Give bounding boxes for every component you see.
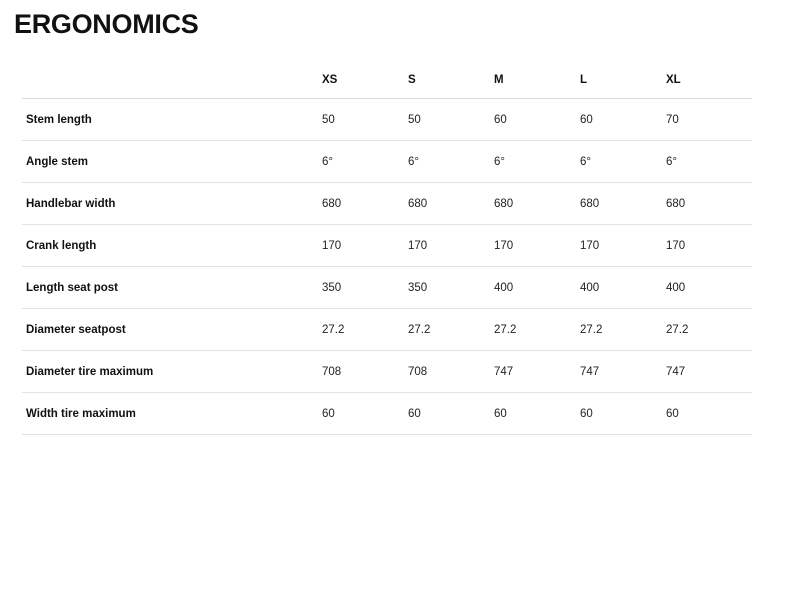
cell-value: 680 xyxy=(494,183,580,225)
column-header-spec xyxy=(22,74,322,99)
column-header-xl: XL xyxy=(666,74,752,99)
cell-value: 27.2 xyxy=(580,309,666,351)
cell-value: 6° xyxy=(580,141,666,183)
cell-value: 400 xyxy=(580,267,666,309)
cell-value: 60 xyxy=(666,393,752,435)
cell-value: 6° xyxy=(666,141,752,183)
table-row xyxy=(22,183,752,225)
cell-value: 60 xyxy=(494,393,580,435)
cell-value: 400 xyxy=(666,267,752,309)
row-label: Diameter tire maximum xyxy=(22,351,322,393)
column-header-m: M xyxy=(494,74,580,99)
cell-value: 680 xyxy=(322,183,408,225)
cell-value: 60 xyxy=(580,99,666,141)
cell-value: 170 xyxy=(666,225,752,267)
cell-value: 60 xyxy=(580,393,666,435)
row-label: Diameter seatpost xyxy=(22,309,322,351)
table-row xyxy=(22,141,752,183)
cell-value: 708 xyxy=(322,351,408,393)
cell-value: 400 xyxy=(494,267,580,309)
row-label: Handlebar width xyxy=(22,183,322,225)
table-header-row xyxy=(22,74,752,99)
cell-value: 747 xyxy=(494,351,580,393)
row-label: Width tire maximum xyxy=(22,393,322,435)
column-header-l: L xyxy=(580,74,666,99)
ergonomics-table-container xyxy=(22,74,778,435)
row-label: Angle stem xyxy=(22,141,322,183)
cell-value: 6° xyxy=(408,141,494,183)
table-body xyxy=(22,99,752,435)
cell-value: 350 xyxy=(322,267,408,309)
column-header-xs: XS xyxy=(322,74,408,99)
cell-value: 747 xyxy=(666,351,752,393)
cell-value: 680 xyxy=(666,183,752,225)
page-title: ERGONOMICS xyxy=(14,9,199,39)
row-label: Stem length xyxy=(22,99,322,141)
ergonomics-spec-table xyxy=(22,74,752,435)
cell-value: 680 xyxy=(408,183,494,225)
cell-value: 27.2 xyxy=(322,309,408,351)
cell-value: 6° xyxy=(322,141,408,183)
cell-value: 747 xyxy=(580,351,666,393)
row-label: Length seat post xyxy=(22,267,322,309)
cell-value: 350 xyxy=(408,267,494,309)
cell-value: 70 xyxy=(666,99,752,141)
cell-value: 6° xyxy=(494,141,580,183)
cell-value: 27.2 xyxy=(666,309,752,351)
table-row xyxy=(22,225,752,267)
cell-value: 708 xyxy=(408,351,494,393)
cell-value: 60 xyxy=(322,393,408,435)
cell-value: 50 xyxy=(322,99,408,141)
table-row xyxy=(22,393,752,435)
row-label: Crank length xyxy=(22,225,322,267)
cell-value: 50 xyxy=(408,99,494,141)
cell-value: 170 xyxy=(408,225,494,267)
cell-value: 27.2 xyxy=(408,309,494,351)
cell-value: 680 xyxy=(580,183,666,225)
column-header-s: S xyxy=(408,74,494,99)
table-header xyxy=(22,74,752,99)
cell-value: 170 xyxy=(322,225,408,267)
cell-value: 27.2 xyxy=(494,309,580,351)
table-row xyxy=(22,309,752,351)
table-row xyxy=(22,267,752,309)
cell-value: 170 xyxy=(494,225,580,267)
cell-value: 60 xyxy=(408,393,494,435)
table-row xyxy=(22,351,752,393)
table-row xyxy=(22,99,752,141)
cell-value: 60 xyxy=(494,99,580,141)
cell-value: 170 xyxy=(580,225,666,267)
